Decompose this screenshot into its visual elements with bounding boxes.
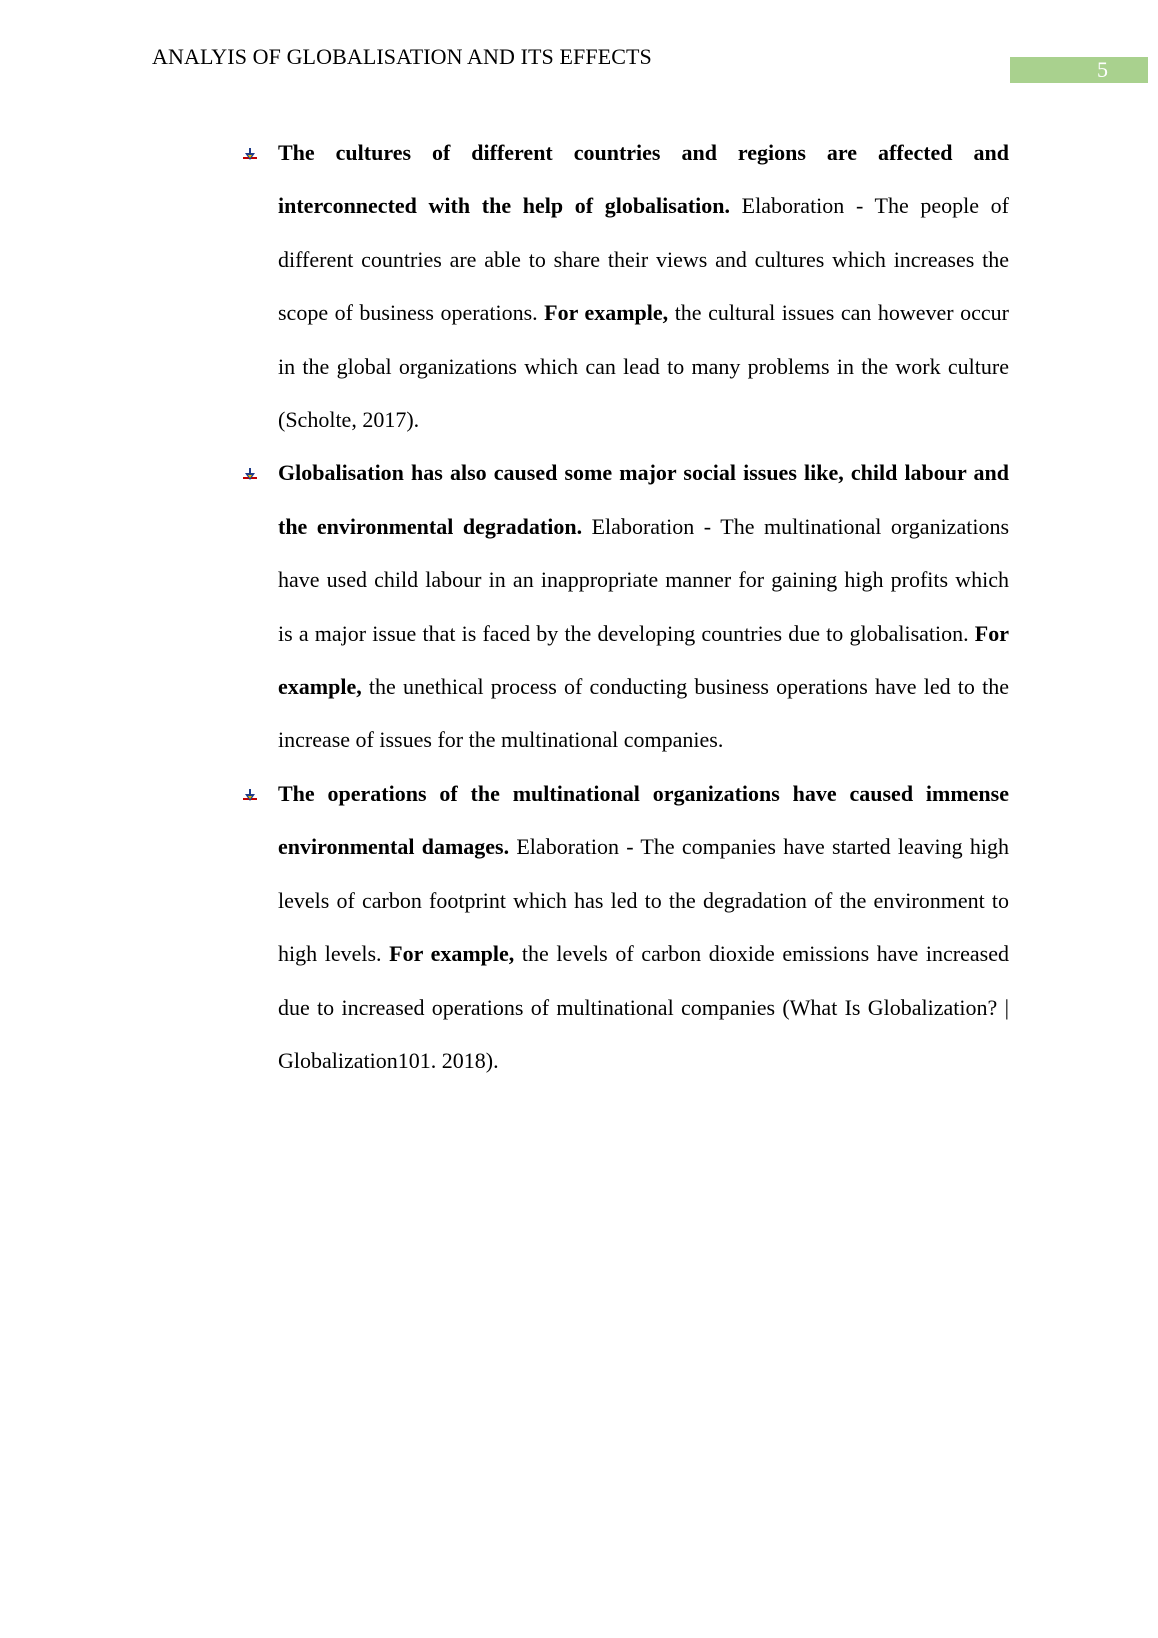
bullet-example-text: the unethical process of conducting business operations have led to the increase of issues for the multinational companies. (278, 674, 1009, 753)
bullet-heading: Globalisation has also caused some major social issues like, child labour and the environmental degradation. (278, 460, 1009, 539)
bullet-heading: The cultures of different countries and regions are affected and interconnected with the help of globalisation. (278, 140, 1009, 219)
example-label: For example, (389, 941, 515, 967)
arrow-down-bullet-icon (242, 788, 258, 804)
bullet-elaboration: Elaboration - The people of different countries are able to share their views and cultures which increases the scope of business operations. (278, 193, 1009, 326)
bullet-item (278, 446, 1009, 766)
example-label: For example, (278, 620, 1009, 700)
bullet-item (278, 767, 1009, 1087)
bullet-example-text: the cultural issues can however occur in the global organizations which can lead to many problems in the work culture (Scholte, 2017). (278, 300, 1009, 433)
arrow-down-bullet-icon (242, 147, 258, 163)
arrow-down-bullet-icon (242, 467, 258, 483)
page-number: 5 (1010, 57, 1148, 83)
document-body (278, 126, 1009, 1087)
running-head: ANALYIS OF GLOBALISATION AND ITS EFFECTS (152, 44, 652, 69)
bullet-elaboration: Elaboration - The companies have started leaving high levels of carbon footprint which has led to the degradation of the environment to high levels. (278, 834, 1009, 967)
bullet-item (278, 126, 1009, 446)
bullet-example-text: the levels of carbon dioxide emissions have increased due to increased operations of multinational companies (What Is Globalization? | Globalization101. 2018). (278, 941, 1009, 1073)
bullet-heading: The operations of the multinational organizations have caused immense environmental damages. (278, 780, 1009, 860)
bullet-elaboration: Elaboration - The multinational organizations have used child labour in an inappropriate manner for gaining high profits which is a major issue that is faced by the developing countries due to globalisation. (278, 513, 1010, 646)
example-label: For example, (544, 300, 669, 326)
